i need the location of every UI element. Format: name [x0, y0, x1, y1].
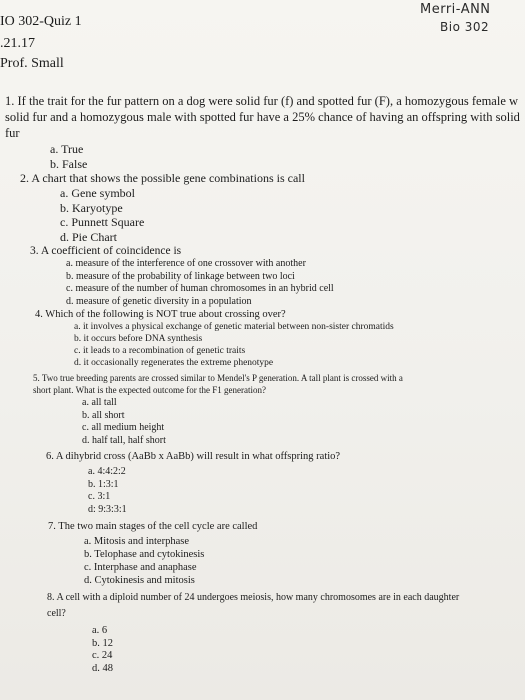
question-2-stem: 2. A chart that shows the possible gene combinations is call — [20, 171, 305, 185]
option: c. 3:1 — [88, 491, 111, 502]
question-5-line-1: 5. Two true breeding parents are crossed similar to Mendel's P generation. A tall plant is crossed with a — [33, 373, 403, 383]
option: d. it occasionally regenerates the extreme phenotype — [74, 358, 274, 368]
option: a. all tall — [82, 397, 117, 408]
option: d. 48 — [92, 662, 113, 674]
option: b. Telophase and cytokinesis — [84, 549, 205, 560]
option: b. measure of the probability of linkage between two loci — [66, 270, 295, 282]
quiz-date: .21.17 — [0, 36, 35, 51]
question-8-options — [92, 625, 113, 675]
question-7-options — [84, 535, 204, 587]
question-1 — [5, 93, 520, 141]
question-5 — [33, 372, 403, 396]
option: d. Cytokinesis and mitosis — [84, 575, 195, 586]
option: c. Interphase and anaphase — [84, 562, 197, 573]
question-1-line-3: fur — [5, 126, 20, 140]
option: a. True — [50, 142, 84, 156]
question-8-line-1: 8. A cell with a diploid number of 24 undergoes meiosis, how many chromosomes are in each daughter — [47, 592, 460, 603]
option: d. measure of genetic diversity in a population — [66, 295, 252, 307]
question-3 — [30, 244, 181, 258]
option: c. Punnett Square — [60, 215, 145, 229]
option: b. 12 — [92, 637, 113, 649]
option: a. 4:4:2:2 — [88, 466, 126, 477]
question-4-options — [74, 321, 394, 369]
question-1-line-2: solid fur and a homozygous male with spotted fur have a 25% chance of having an offspring with solid — [5, 110, 520, 124]
question-5-options — [82, 397, 166, 447]
option: b. False — [50, 157, 88, 171]
question-6-options — [88, 466, 127, 516]
question-8-line-2: cell? — [47, 608, 66, 619]
option: d: 9:3:3:1 — [88, 503, 127, 515]
question-2-options — [60, 186, 144, 244]
question-3-options — [66, 258, 334, 308]
option: a. measure of the interference of one crossover with another — [66, 258, 306, 269]
option: a. it involves a physical exchange of genetic material between non-sister chromatids — [74, 322, 394, 332]
handwritten-name: Merri-ANN — [420, 2, 491, 17]
option: a. 6 — [92, 625, 108, 636]
option: b. 1:3:1 — [88, 478, 119, 490]
option: b. Karyotype — [60, 200, 123, 215]
question-4-stem: 4. Which of the following is NOT true about crossing over? — [35, 309, 286, 320]
option: d. half tall, half short — [82, 434, 166, 446]
handwritten-course: Bio 302 — [440, 20, 490, 34]
question-1-options — [50, 142, 87, 172]
option: a. Mitosis and interphase — [84, 536, 189, 547]
question-1-line-1: 1. If the trait for the fur pattern on a dog were solid fur (f) and spotted fur (F), a homozygous female w — [5, 94, 519, 108]
question-3-stem: 3. A coefficient of coincidence is — [30, 245, 182, 257]
option: c. measure of the number of human chromosomes in an hybrid cell — [66, 283, 334, 294]
question-6-stem: 6. A dihybrid cross (AaBb x AaBb) will result in what offspring ratio? — [46, 451, 341, 462]
option: a. Gene symbol — [60, 186, 135, 200]
option: b. all short — [82, 409, 125, 421]
question-4 — [35, 308, 286, 321]
option: d. Pie Chart — [60, 229, 117, 244]
option: c. it leads to a recombination of genetic traits — [74, 346, 246, 356]
question-7-stem: 7. The two main stages of the cell cycle are called — [48, 521, 258, 532]
option: c. 24 — [92, 650, 113, 661]
professor-name: Prof. Small — [0, 56, 64, 71]
quiz-title: IO 302-Quiz 1 — [0, 14, 82, 29]
question-5-line-2: short plant. What is the expected outcome for the F1 generation? — [33, 385, 267, 395]
option: b. it occurs before DNA synthesis — [74, 334, 203, 344]
option: c. all medium height — [82, 422, 165, 433]
question-6 — [46, 450, 340, 463]
question-2 — [20, 171, 305, 186]
question-7 — [48, 520, 257, 533]
question-8 — [47, 590, 459, 622]
